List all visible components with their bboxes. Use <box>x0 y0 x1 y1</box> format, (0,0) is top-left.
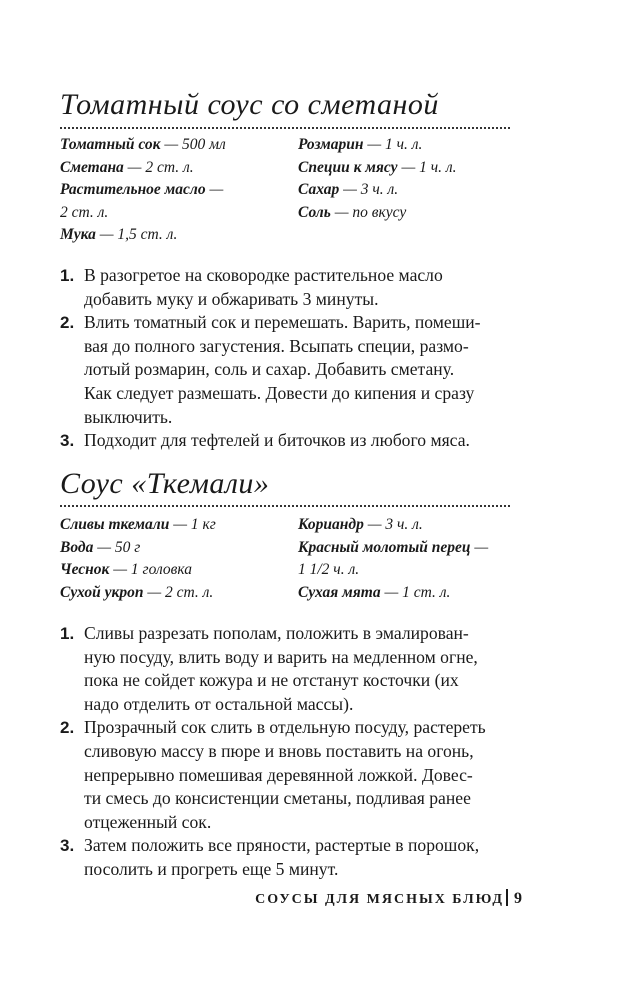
ingredient <box>60 157 285 180</box>
page-footer <box>255 889 522 908</box>
step-text-line: Как следует размешать. Довести до кипения и сразу <box>84 382 475 403</box>
step-number: 2. <box>60 313 75 333</box>
step-text-line: ти смесь до консистенции сметаны, подливая ранее <box>84 788 471 809</box>
step-text-line: Влить томатный сок и перемешать. Варить, помеши- <box>84 312 481 333</box>
footer-separator <box>506 889 508 906</box>
step-text-line: пока не сойдет кожура и не отстанут косточки (их <box>84 670 459 691</box>
step-text-line: отцеженный сок. <box>84 811 212 832</box>
ingredient-amount: — 1 кг <box>169 516 216 533</box>
step <box>60 264 520 311</box>
ingredient <box>60 179 285 202</box>
ingredient <box>60 224 285 247</box>
ingredient-name: Сухой укроп <box>60 583 144 601</box>
ingredient-name: Томатный сок <box>60 136 161 153</box>
ingredient-name: Сливы ткемали <box>60 516 170 533</box>
ingredient <box>60 134 285 157</box>
ingredient <box>298 157 513 180</box>
ingredient-list-right <box>298 514 513 604</box>
step-text-line: ную посуду, влить воду и варить на медленном огне, <box>84 646 478 667</box>
ingredient-amount: — 1 ст. л. <box>380 583 451 601</box>
ingredient-amount: — 3 ч. л. <box>363 516 423 533</box>
ingredient-amount: — <box>470 538 489 556</box>
step-text-line: Подходит для тефтелей и биточков из любого мяса. <box>84 430 470 451</box>
step-number: 1. <box>60 266 75 285</box>
ingredient-name: Сметана <box>60 158 124 176</box>
ingredient-amount: — по вкусу <box>330 203 407 221</box>
ingredient <box>298 514 513 537</box>
ingredient <box>60 559 285 582</box>
ingredient <box>60 582 285 605</box>
ingredient-name: Сухая мята <box>298 583 381 601</box>
ingredient <box>298 537 513 560</box>
ingredient-list-left <box>60 514 285 604</box>
ingredient-amount: 2 ст. л. <box>60 203 109 221</box>
step-text-line: В разогретое на сковородке растительное масло <box>84 265 443 285</box>
step-text-line: выключить. <box>84 406 173 427</box>
page-number: 9 <box>514 890 522 907</box>
step-text-line: Сливы разрезать пополам, положить в эмалирован- <box>84 623 469 643</box>
title-divider <box>60 127 510 129</box>
ingredient-amount: — 500 мл <box>160 136 226 153</box>
ingredient-list-left <box>60 134 285 247</box>
step-text-line: вая до полного загустения. Всыпать специи, размо- <box>84 335 469 356</box>
step-text-line: лотый розмарин, соль и сахар. Добавить сметану. <box>84 359 455 380</box>
ingredient-amount: — 1 головка <box>109 561 192 578</box>
ingredient <box>298 582 513 605</box>
instructions <box>60 264 520 453</box>
step-text-line: добавить муку и обжаривать 3 минуты. <box>84 288 379 309</box>
ingredient-amount: — 2 ст. л. <box>123 158 194 176</box>
ingredient-amount: — 1 ч. л. <box>397 158 457 176</box>
step-number: 1. <box>60 624 75 643</box>
section-name: СОУСЫ ДЛЯ МЯСНЫХ БЛЮД <box>255 892 504 907</box>
ingredient-amount: 1 1/2 ч. л. <box>298 561 360 578</box>
ingredient-name: Соль <box>298 203 331 221</box>
step-number: 2. <box>60 718 75 738</box>
ingredient <box>60 202 285 225</box>
ingredient-amount: — 1,5 ст. л. <box>95 226 178 243</box>
ingredient-name: Вода <box>60 538 94 556</box>
ingredient-name: Розмарин <box>298 136 364 153</box>
ingredient <box>298 202 513 225</box>
step-text-line: надо отделить от остальной массы). <box>84 693 354 714</box>
title-divider <box>60 505 510 507</box>
ingredient-name: Сахар <box>298 181 340 198</box>
recipe-title: Томатный соус со сметаной <box>60 88 439 121</box>
step <box>60 429 520 453</box>
ingredient-amount: — 3 ч. л. <box>339 181 399 198</box>
ingredient-name: Специи к мясу <box>298 158 398 176</box>
ingredient-amount: — 2 ст. л. <box>143 583 214 601</box>
step-text-line: Затем положить все пряности, растертые в порошок, <box>84 835 480 856</box>
ingredient-name: Красный молотый перец <box>298 538 471 556</box>
ingredient-amount: — 50 г <box>93 538 141 556</box>
ingredient <box>298 559 513 582</box>
step <box>60 716 520 834</box>
step <box>60 834 520 881</box>
ingredient-list-right <box>298 134 513 224</box>
ingredient <box>60 514 285 537</box>
ingredient-name: Мука <box>60 226 96 243</box>
ingredient-name: Кориандр <box>298 516 364 533</box>
step-text-line: непрерывно помешивая деревянной ложкой. Довес- <box>84 764 473 785</box>
ingredient-amount: — <box>205 181 224 198</box>
ingredient-name: Чеснок <box>60 561 110 578</box>
ingredient <box>298 134 513 157</box>
recipe-title: Соус «Ткемали» <box>60 467 270 500</box>
step-text-line: посолить и прогреть еще 5 минут. <box>84 858 339 879</box>
ingredient <box>298 179 513 202</box>
step-text-line: сливовую массу в пюре и вновь поставить на огонь, <box>84 740 474 761</box>
step-number: 3. <box>60 431 75 451</box>
ingredient-amount: — 1 ч. л. <box>363 136 423 153</box>
instructions <box>60 622 520 882</box>
step <box>60 311 520 429</box>
step-text-line: Прозрачный сок слить в отдельную посуду, растереть <box>84 717 486 738</box>
ingredient <box>60 537 285 560</box>
step <box>60 622 520 716</box>
step-number: 3. <box>60 836 75 856</box>
ingredient-name: Растительное масло <box>60 181 206 198</box>
